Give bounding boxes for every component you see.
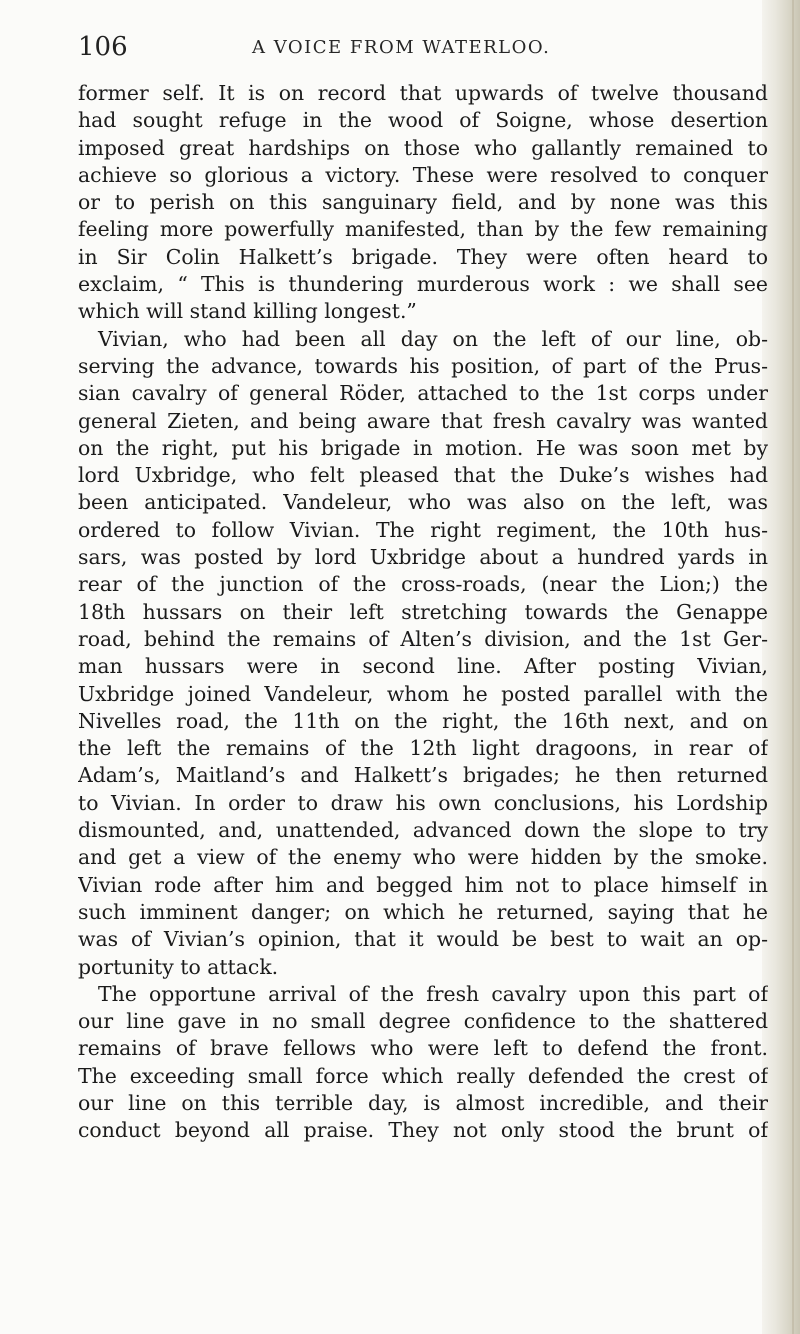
text-line: portunity to attack. <box>78 954 279 979</box>
text-line: Vivian rode after him and begged him not to place himself in <box>78 872 768 897</box>
paragraph-first-line: Vivian, who had been all day on the left of our line, ob- <box>98 326 768 351</box>
page-number: 106 <box>78 32 128 62</box>
body-text <box>78 80 768 1145</box>
text-line: our line gave in no small degree confidence to the shattered <box>78 1009 768 1034</box>
text-line: Nivelles road, the 11th on the right, the 16th next, and on <box>78 708 768 733</box>
text-line: Adam’s, Maitland’s and Halkett’s brigades; he then returned <box>78 763 768 788</box>
text-line: which will stand killing longest.” <box>78 299 417 324</box>
text-line: conduct beyond all praise. They not only stood the brunt of <box>78 1118 768 1143</box>
text-line: former self. It is on record that upwards of twelve thousand <box>78 81 768 105</box>
text-line: or to perish on this sanguinary field, and by none was this <box>78 190 768 215</box>
text-line: achieve so glorious a victory. These were resolved to conquer <box>78 162 768 187</box>
text-line: such imminent danger; on which he returned, saying that he <box>78 899 768 924</box>
text-line: to Vivian. In order to draw his own conclusions, his Lordship <box>78 790 768 815</box>
text-line: the left the remains of the 12th light dragoons, in rear of <box>78 736 768 761</box>
text-line: imposed great hardships on those who gallantly remained to <box>78 135 768 160</box>
text-line: had sought refuge in the wood of Soigne, whose desertion <box>78 108 768 133</box>
text-line: sian cavalry of general Röder, attached to the 1st corps under <box>78 381 768 406</box>
text-line: serving the advance, towards his position, of part of the Prus- <box>78 353 768 378</box>
text-line: was of Vivian’s opinion, that it would be best to wait an op- <box>78 927 768 952</box>
running-title: A VOICE FROM WATERLOO. <box>252 37 551 58</box>
text-line: ordered to follow Vivian. The right regiment, the 10th hus- <box>78 517 768 542</box>
text-line: on the right, put his brigade in motion. He was soon met by <box>78 435 768 460</box>
text-line: 18th hussars on their left stretching towards the Genappe <box>78 599 768 624</box>
text-line: lord Uxbridge, who felt pleased that the Duke’s wishes had <box>78 463 768 488</box>
text-line: sars, was posted by lord Uxbridge about a hundred yards in <box>78 545 768 570</box>
text-line: The exceeding small force which really defended the crest of <box>78 1063 768 1088</box>
text-line: and get a view of the enemy who were hidden by the smoke. <box>78 845 768 870</box>
text-line: our line on this terrible day, is almost incredible, and their <box>78 1090 768 1115</box>
text-line: feeling more powerfully manifested, than by the few remaining <box>78 217 768 242</box>
text-line: dismounted, and, unattended, advanced down the slope to try <box>78 818 768 843</box>
text-line: remains of brave fellows who were left to defend the front. <box>78 1036 768 1061</box>
text-line: Uxbridge joined Vandeleur, whom he posted parallel with the <box>78 681 768 706</box>
text-line: road, behind the remains of Alten’s division, and the 1st Ger- <box>78 626 768 651</box>
text-line: rear of the junction of the cross-roads, (near the Lion;) the <box>78 572 768 597</box>
text-line: general Zieten, and being aware that fresh cavalry was wanted <box>78 408 768 433</box>
text-line: man hussars were in second line. After posting Vivian, <box>78 654 768 679</box>
text-line: been anticipated. Vandeleur, who was also on the left, was <box>78 490 768 515</box>
text-line: in Sir Colin Halkett’s brigade. They were often heard to <box>78 244 768 269</box>
paragraph-first-line: The opportune arrival of the fresh cavalry upon this part of <box>98 981 768 1006</box>
text-line: exclaim, “ This is thundering murderous work : we shall see <box>78 272 768 297</box>
page-header <box>78 32 768 66</box>
